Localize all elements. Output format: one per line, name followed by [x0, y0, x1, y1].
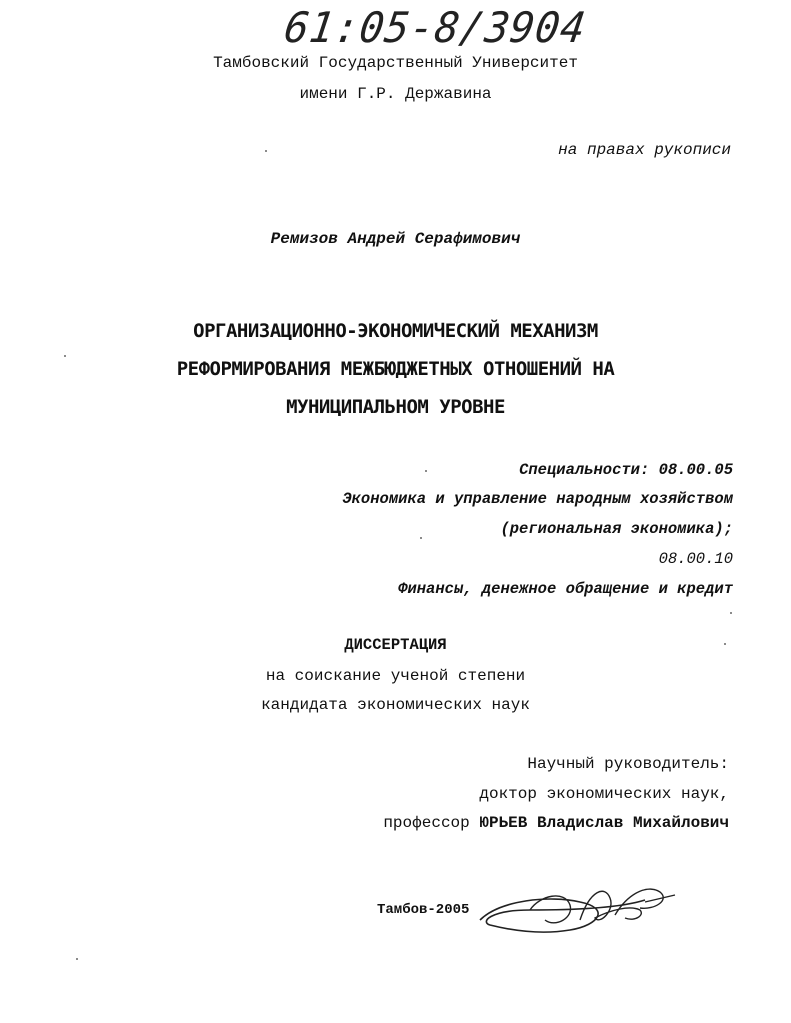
specialty-2-name: Финансы, денежное обращение и кредит: [398, 580, 733, 598]
scan-speck: [425, 470, 427, 472]
title-line-1: ОРГАНИЗАЦИОННО-ЭКОНОМИЧЕСКИЙ МЕХАНИЗМ: [193, 320, 598, 342]
title-line-3: МУНИЦИПАЛЬНОМ УРОВНЕ: [286, 396, 505, 418]
city-year: Тамбов-2005: [377, 902, 470, 918]
supervisor-rank: профессор: [383, 814, 470, 832]
supervisor-name: ЮРЬЕВ Владислав Михайлович: [479, 814, 729, 832]
scan-speck: [76, 958, 78, 960]
specialty-2-code: 08.00.10: [658, 550, 733, 568]
supervisor-degree: доктор экономических наук,: [479, 785, 729, 803]
supervisor-label: Научный руководитель:: [527, 755, 729, 773]
dissertation-line-2: на соискание ученой степени: [265, 667, 526, 685]
scan-speck: [265, 150, 267, 152]
specialties-label: Специальности: 08.00.05: [519, 461, 733, 479]
university-named-after: имени Г.Р. Державина: [299, 85, 492, 103]
scan-speck: [730, 612, 732, 614]
rights-note: на правах рукописи: [558, 141, 731, 159]
specialty-1-sub: (региональная экономика);: [500, 520, 733, 538]
university-name: Тамбовский Государственный Университет: [213, 54, 578, 72]
scan-speck: [64, 355, 66, 357]
scan-speck: [724, 643, 726, 645]
scan-speck: [420, 537, 422, 539]
title-line-2: РЕФОРМИРОВАНИЯ МЕЖБЮДЖЕТНЫХ ОТНОШЕНИЙ НА: [176, 358, 615, 380]
specialty-1-name: Экономика и управление народным хозяйством: [342, 490, 733, 508]
dissertation-line-3: кандидата экономических наук: [261, 696, 530, 714]
archive-stamp-number: 61:05-8/3904: [281, 4, 589, 53]
dissertation-heading: ДИССЕРТАЦИЯ: [344, 636, 447, 654]
handwritten-signature: [470, 880, 690, 950]
supervisor-line: [383, 814, 729, 832]
author-name: Ремизов Андрей Серафимович: [270, 230, 521, 248]
